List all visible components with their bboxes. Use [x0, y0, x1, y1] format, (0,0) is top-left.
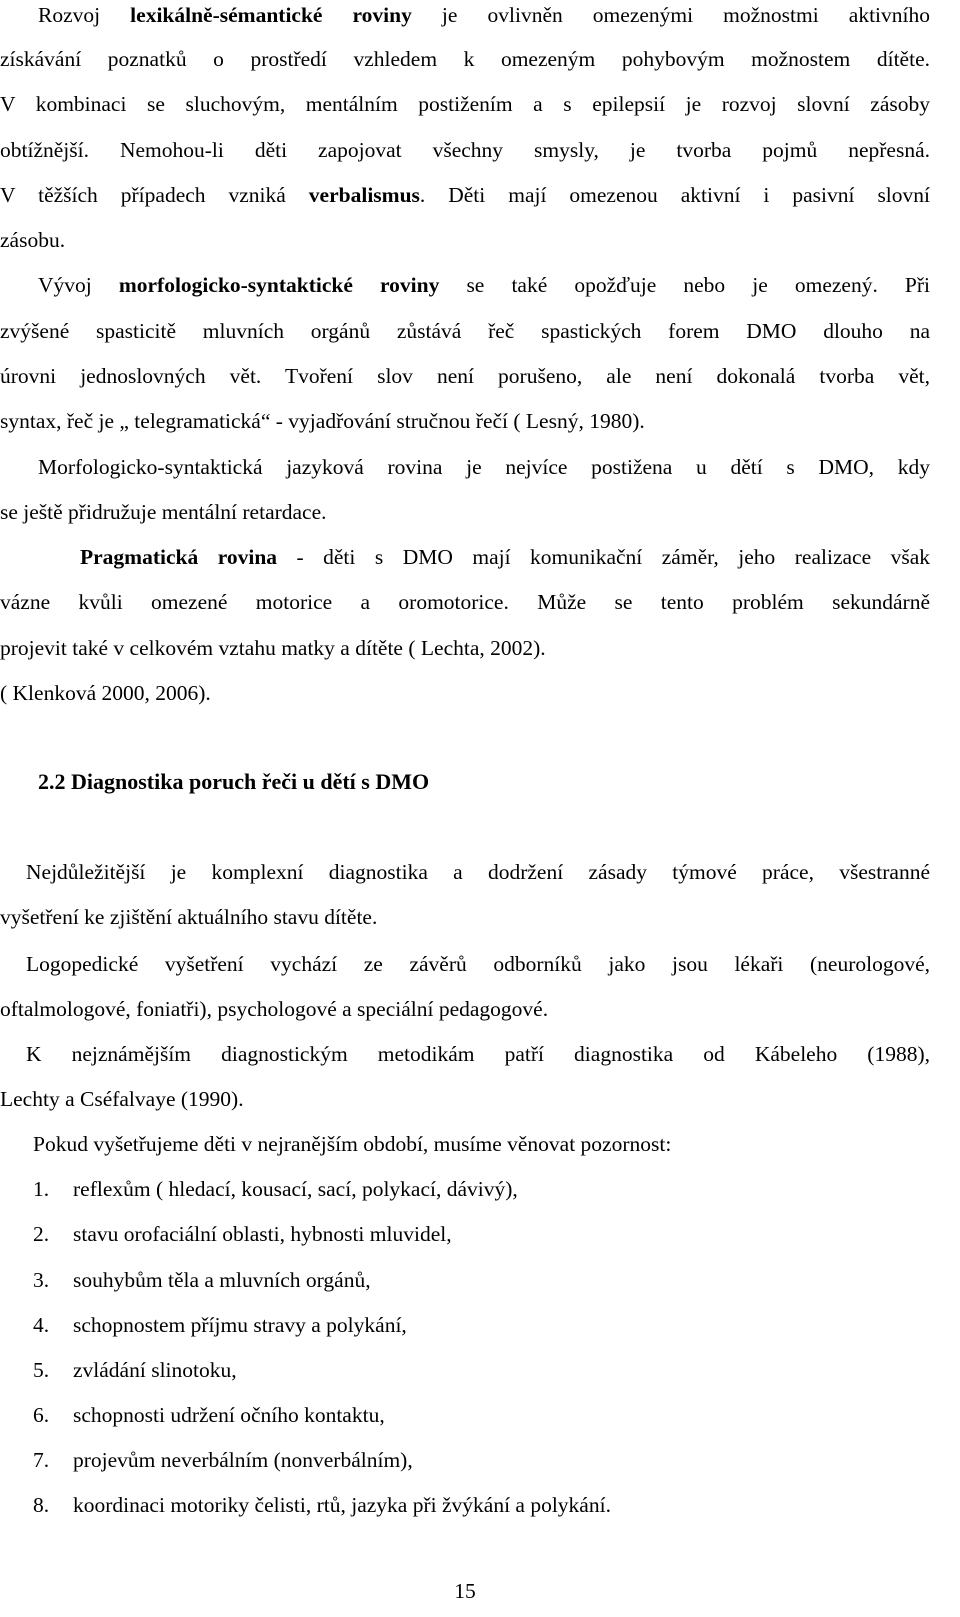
list-item — [0, 1221, 930, 1247]
text-line: projevit také v celkovém vztahu matky a dítěte ( Lechta, 2002). — [0, 636, 546, 660]
text-line: zvýšené spasticitě mluvních orgánů zůstává řeč spastických forem DMO dlouho na — [0, 319, 930, 343]
list-item-text: zvládání slinotoku, — [73, 1358, 237, 1382]
bold-term: verbalismus — [308, 183, 420, 207]
text-line: Logopedické vyšetření vychází ze závěrů odborníků jako jsou lékaři (neurologové, — [26, 952, 930, 976]
list-item — [0, 1447, 930, 1473]
text-line: K nejznámějším diagnostickým metodikám patří diagnostika od Kábeleho (1988), — [26, 1042, 930, 1066]
text-line: Nejdůležitější je komplexní diagnostika a dodržení zásady týmové práce, všestranné — [26, 860, 930, 884]
list-item — [0, 1176, 930, 1202]
list-item — [0, 1492, 930, 1518]
text-line: oftalmologové, foniatři), psychologové a speciální pedagogové. — [0, 997, 549, 1021]
text-line: se ještě přidružuje mentální retardace. — [0, 500, 327, 524]
text-line: V těžších případech vzniká verbalismus. Děti mají omezenou aktivní i pasivní slovní — [0, 183, 931, 207]
text-line: Lechty a Cséfalvaye (1990). — [0, 1087, 244, 1111]
text-line: zásobu. — [0, 228, 66, 252]
list-intro: Pokud vyšetřujeme děti v nejranějším období, musíme věnovat pozornost: — [33, 1132, 672, 1156]
list-item-text: koordinaci motoriky čelisti, rtů, jazyka při žvýkání a polykání. — [73, 1493, 611, 1517]
list-item-text: stavu orofaciální oblasti, hybnosti mluvidel, — [73, 1222, 452, 1246]
text-line: Vývoj morfologicko-syntaktické roviny se také opožďuje nebo je omezený. Při — [38, 273, 931, 297]
list-item-number: 7. — [33, 1448, 50, 1472]
list-item-number: 6. — [33, 1403, 50, 1427]
section-heading: 2.2 Diagnostika poruch řeči u dětí s DMO — [38, 769, 430, 794]
text-line: V kombinaci se sluchovým, mentálním postižením a s epilepsií je rozvoj slovní zásoby — [0, 92, 930, 116]
list-item-text: reflexům ( hledací, kousací, sací, polykací, dávivý), — [73, 1177, 518, 1201]
list-item-text: souhybům těla a mluvních orgánů, — [73, 1268, 371, 1292]
text-line: syntax, řeč je „ telegramatická“ - vyjadřování stručnou řečí ( Lesný, 1980). — [0, 409, 645, 433]
page-number: 15 — [454, 1579, 476, 1603]
bold-term: lexikálně-sémantické roviny — [130, 3, 412, 27]
list-item-number: 8. — [33, 1493, 50, 1517]
text-line: obtížnější. Nemohou-li děti zapojovat všechny smysly, je tvorba pojmů nepřesná. — [0, 138, 930, 162]
list-item-number: 3. — [33, 1268, 50, 1292]
list-item-number: 5. — [33, 1358, 50, 1382]
list-item — [0, 1312, 930, 1338]
text-line: získávání poznatků o prostředí vzhledem k omezeným pohybovým možnostem dítěte. — [0, 47, 930, 71]
list-item-number: 2. — [33, 1222, 50, 1246]
text-line: Rozvoj lexikálně-sémantické roviny je ovlivněn omezenými možnostmi aktivního — [38, 3, 930, 27]
text-line: vyšetření ke zjištění aktuálního stavu dítěte. — [0, 905, 378, 929]
list-item-text: projevům neverbálním (nonverbálním), — [73, 1448, 413, 1472]
list-item-text: schopnosti udržení očního kontaktu, — [73, 1403, 385, 1427]
bold-term: Pragmatická rovina — [80, 545, 278, 569]
list-item — [0, 1402, 930, 1428]
list-item-number: 1. — [33, 1177, 50, 1201]
list-item-text: schopnostem příjmu stravy a polykání, — [73, 1313, 407, 1337]
text-line: ( Klenková 2000, 2006). — [0, 681, 211, 705]
text-line: vázne kvůli omezené motorice a oromotorice. Může se tento problém sekundárně — [0, 590, 930, 614]
text-line: úrovni jednoslovných vět. Tvoření slov není porušeno, ale není dokonalá tvorba vět, — [0, 364, 930, 388]
bold-term: morfologicko-syntaktické roviny — [118, 273, 440, 297]
text-line: Morfologicko-syntaktická jazyková rovina je nejvíce postižena u dětí s DMO, kdy — [38, 455, 930, 479]
list-item-number: 4. — [33, 1313, 50, 1337]
text-line: Pragmatická rovina - děti s DMO mají komunikační záměr, jeho realizace však — [80, 545, 930, 569]
list-item — [0, 1357, 930, 1383]
list-item — [0, 1267, 930, 1293]
